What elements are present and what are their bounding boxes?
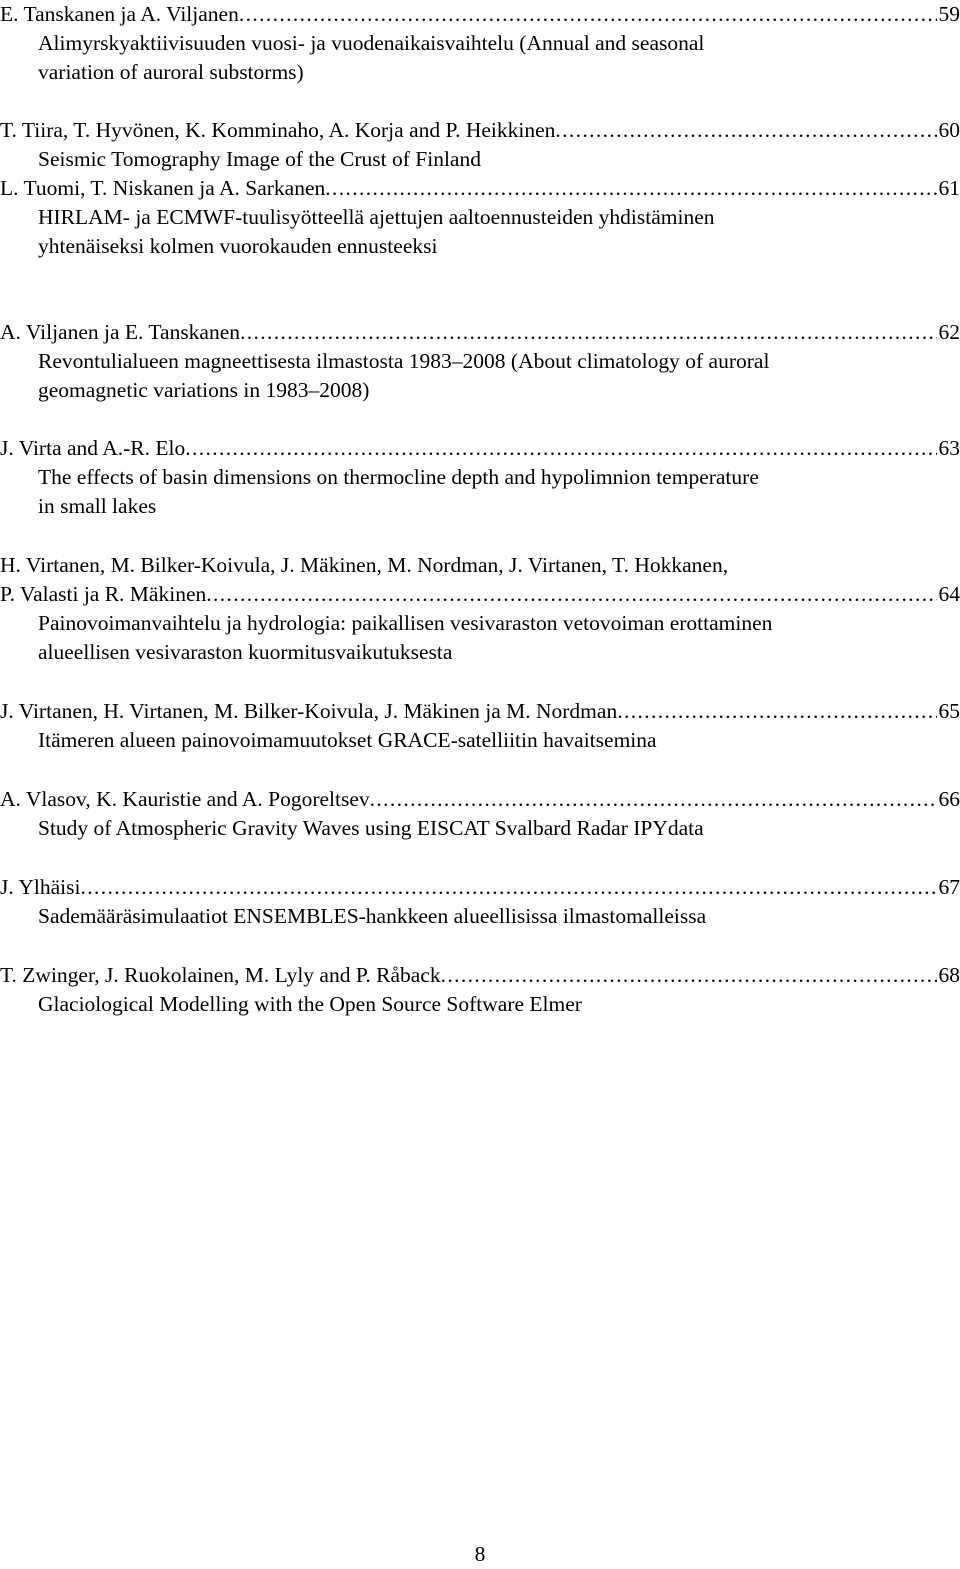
- toc-entry-authors: J. Virtanen, H. Virtanen, M. Bilker-Koivula, J. Mäkinen ja M. Nordman: [0, 697, 617, 726]
- toc-entry-title: The effects of basin dimensions on thermocline depth and hypolimnion temperature: [0, 463, 960, 492]
- dot-leader: [370, 785, 937, 814]
- toc-entry-authors: A. Viljanen ja E. Tanskanen: [0, 318, 240, 347]
- toc-entry-heading: [0, 174, 960, 203]
- toc-entry-title: Study of Atmospheric Gravity Waves using EISCAT Svalbard Radar IPYdata: [0, 814, 960, 843]
- toc-entry-page-number: 59: [937, 0, 960, 29]
- dot-leader: [325, 174, 936, 203]
- dot-leader: [240, 318, 936, 347]
- toc-entry-title: yhtenäiseksi kolmen vuorokauden ennusteeksi: [0, 232, 960, 261]
- toc-entry-authors: J. Virta and A.-R. Elo: [0, 434, 185, 463]
- toc-entry-authors: L. Tuomi, T. Niskanen ja A. Sarkanen: [0, 174, 325, 203]
- toc-entry-page-number: 65: [937, 697, 960, 726]
- page-number: 8: [0, 1540, 960, 1569]
- toc-entry-authors: T. Zwinger, J. Ruokolainen, M. Lyly and P. Råback: [0, 961, 441, 990]
- toc-entry-title: geomagnetic variations in 1983–2008): [0, 376, 960, 405]
- toc-entry-authors-first-line: H. Virtanen, M. Bilker-Koivula, J. Mäkinen, M. Nordman, J. Virtanen, T. Hokkanen,: [0, 551, 960, 580]
- toc-entry-page-number: 66: [937, 785, 960, 814]
- toc-entry-authors: A. Vlasov, K. Kauristie and A. Pogoreltsev: [0, 785, 370, 814]
- toc-entry-page-number: 62: [937, 318, 960, 347]
- toc-entry-heading: [0, 116, 960, 145]
- toc-entry-title: Seismic Tomography Image of the Crust of Finland: [0, 145, 960, 174]
- toc-entry-heading: [0, 0, 960, 29]
- toc-entry-heading: [0, 785, 960, 814]
- dot-leader: [185, 434, 936, 463]
- toc-entry-title: variation of auroral substorms): [0, 58, 960, 87]
- toc-entry-title: Glaciological Modelling with the Open Source Software Elmer: [0, 990, 960, 1019]
- toc-entry-page-number: 67: [937, 873, 960, 902]
- toc-entry-title: Itämeren alueen painovoimamuutokset GRACE-satelliitin havaitsemina: [0, 726, 960, 755]
- toc-entry-title: Sademääräsimulaatiot ENSEMBLES-hankkeen alueellisissa ilmastomalleissa: [0, 902, 960, 931]
- toc-entry-page-number: 61: [937, 174, 960, 203]
- dot-leader: [441, 961, 937, 990]
- toc-entry-authors: E. Tanskanen ja A. Viljanen: [0, 0, 239, 29]
- dot-leader: [80, 873, 936, 902]
- toc-entry-heading: [0, 873, 960, 902]
- dot-leader: [206, 580, 936, 609]
- toc-entry-title: in small lakes: [0, 492, 960, 521]
- toc-entry-page-number: 64: [937, 580, 960, 609]
- dot-leader: [555, 116, 936, 145]
- toc-entry-page-number: 63: [937, 434, 960, 463]
- toc-entry-heading: [0, 434, 960, 463]
- toc-entry-title: Revontulialueen magneettisesta ilmastosta 1983–2008 (About climatology of auroral: [0, 347, 960, 376]
- toc-entry-title: alueellisen vesivaraston kuormitusvaikutuksesta: [0, 638, 960, 667]
- toc-entry-heading: [0, 961, 960, 990]
- toc-entry-page-number: 68: [937, 961, 960, 990]
- toc-entry-page-number: 60: [937, 116, 960, 145]
- toc-entry-authors: T. Tiira, T. Hyvönen, K. Komminaho, A. Korja and P. Heikkinen: [0, 116, 555, 145]
- toc-entry-heading: [0, 697, 960, 726]
- toc-entry-heading: [0, 580, 960, 609]
- toc-entry-authors: P. Valasti ja R. Mäkinen: [0, 580, 206, 609]
- dot-leader: [239, 0, 937, 29]
- dot-leader: [617, 697, 936, 726]
- toc-entry-title: Painovoimanvaihtelu ja hydrologia: paikallisen vesivaraston vetovoiman erottaminen: [0, 609, 960, 638]
- toc-entry-title: HIRLAM- ja ECMWF-tuulisyötteellä ajettujen aaltoennusteiden yhdistäminen: [0, 203, 960, 232]
- toc-entry-title: Alimyrskyaktiivisuuden vuosi- ja vuodenaikaisvaihtelu (Annual and seasonal: [0, 29, 960, 58]
- toc-entry-heading: [0, 318, 960, 347]
- toc-entry-authors: J. Ylhäisi: [0, 873, 80, 902]
